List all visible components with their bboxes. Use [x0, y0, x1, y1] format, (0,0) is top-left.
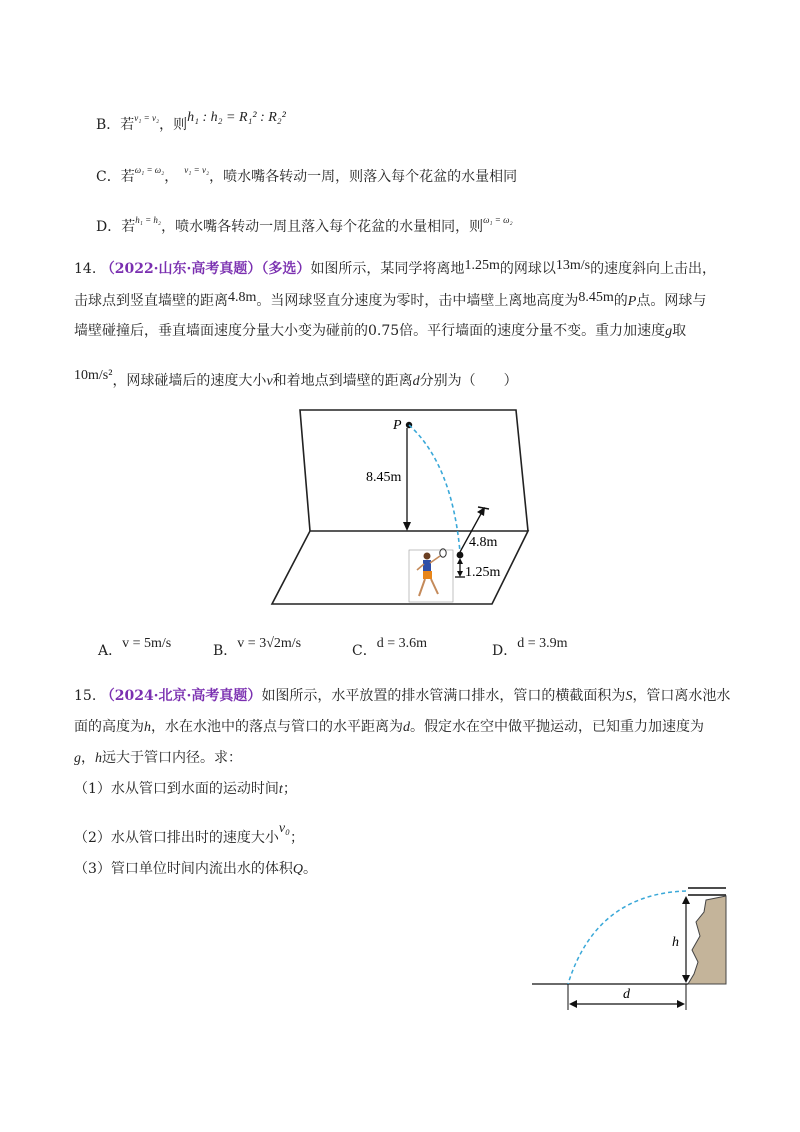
q14-text-1a: 如图所示，某同学将离地 — [310, 261, 465, 277]
ball-dot — [457, 552, 464, 559]
d-label: d — [623, 987, 630, 1002]
q14-option-c — [352, 636, 428, 662]
cliff-shape — [688, 896, 726, 984]
q14-dist: 4.8m — [228, 290, 257, 305]
q15-source: （2024·北京·高考真题） — [100, 688, 262, 704]
q15-text-3b: ， — [81, 750, 95, 766]
q15-text-2a: 面的高度为 — [74, 719, 144, 735]
q15-g-var: g — [74, 751, 81, 766]
q14-figure — [260, 404, 560, 610]
q14-number: 14. — [74, 261, 97, 277]
h0-arrow-head-up — [457, 558, 463, 564]
q14-d-var: d — [412, 374, 420, 389]
water-trajectory — [568, 891, 686, 984]
q15-sub-3 — [74, 859, 317, 880]
height-label: 8.45m — [366, 470, 402, 485]
option-c-condition-2: v₁ = v₂ — [184, 165, 210, 175]
q15-sub3-end: 。 — [303, 861, 318, 877]
q14-line-2 — [74, 288, 706, 312]
q14-option-d-text: d = 3.9m — [517, 636, 568, 651]
q15-sub3-text: （3）管口单位时间内流出水的体积 — [74, 861, 293, 877]
q14-text-2b: 。当网球竖直分速度为零时，击中墙壁上离地高度为 — [256, 293, 579, 309]
h0-arrow-head-down — [457, 571, 463, 577]
q14-source: （2022·山东·高考真题）（多选） — [100, 261, 311, 277]
q15-h-var: h — [144, 720, 151, 735]
q15-sub-2 — [74, 819, 304, 848]
q14-line-4 — [74, 366, 518, 392]
q15-text-1a: 如图所示，水平放置的排水管满口排水，管口的横截面积为 — [261, 688, 626, 704]
q14-v-var: v — [266, 374, 273, 389]
q14-p-var: P — [627, 294, 637, 309]
q14-text-2c: 的 — [613, 293, 628, 309]
option-c-label: C．若 — [96, 169, 135, 185]
q15-text-3d: 远大于管口内径。求： — [102, 750, 242, 766]
q15-q-var: Q — [292, 862, 304, 877]
option-d-result: ω₁ = ω₂ — [483, 215, 513, 225]
q14-text-3: 墙壁碰撞后，垂直墙面速度分量大小变为碰前的0.75倍。平行墙面的速度分量不变。重力加速度 — [74, 323, 666, 339]
q14-option-a — [98, 636, 172, 662]
q15-s-var: S — [625, 689, 633, 704]
q15-text-1b: ，管口离水池水 — [632, 688, 731, 704]
q14-text-4b: 和着地点到墙壁的距离 — [272, 373, 413, 389]
distance-label: 4.8m — [469, 535, 498, 550]
option-d-condition: h₁ = h₂ — [135, 215, 162, 225]
q15-sub2-end: ； — [290, 830, 305, 846]
q14-option-b — [213, 636, 302, 662]
q14-h0: 1.25m — [464, 258, 500, 273]
q15-sub1-text: （1）水从管口到水面的运动时间 — [74, 781, 279, 797]
q14-text-1b: 的网球以 — [499, 261, 556, 277]
option-d-label: D．若 — [96, 219, 136, 235]
q15-sub-1 — [74, 779, 297, 800]
q14-text-1c: 的速度斜向上击出， — [590, 261, 717, 277]
q15-number: 15. — [74, 688, 97, 704]
option-c-separator: ， — [164, 169, 179, 185]
q14-hp: 8.45m — [578, 290, 614, 305]
q14-speed: 13m/s — [555, 258, 591, 273]
point-p-label: P — [393, 418, 402, 433]
q15-line-1 — [74, 686, 730, 707]
q15-sub2-text: （2）水从管口排出时的速度大小 — [74, 830, 279, 846]
q14-text-4a: ，网球碰墙后的速度大小 — [112, 373, 267, 389]
option-b-result: h₁ : h₂ = R₁² : R₂² — [187, 110, 286, 125]
height-arrow-head — [403, 522, 411, 531]
wall-outline — [300, 410, 528, 531]
q14-option-c-letter: C． — [352, 643, 377, 659]
q13-option-d — [96, 210, 513, 237]
q15-t-var: t — [278, 782, 283, 797]
q15-sub1-end: ； — [282, 781, 297, 797]
option-b-condition: v₁ = v₂ — [134, 113, 160, 123]
q14-option-b-letter: B． — [213, 643, 238, 659]
q15-d-var: d — [403, 720, 410, 735]
q14-option-b-text: v = 3√2m/s — [237, 636, 302, 651]
d-arrow-head-right — [677, 1000, 685, 1008]
q14-text-2a: 击球点到竖直墙壁的距离 — [74, 293, 228, 309]
q15-h-var-2: h — [95, 751, 102, 766]
q14-g-var: g — [665, 324, 673, 339]
q14-option-c-text: d = 3.6m — [376, 636, 428, 651]
tennis-player-icon — [409, 549, 453, 602]
q14-option-a-letter: A． — [98, 643, 123, 659]
q14-text-4c: 分别为（ ） — [419, 373, 518, 389]
q15-text-2c: 。假定水在空中做平抛运动，已知重力加速度为 — [410, 719, 704, 735]
q15-line-3 — [74, 748, 242, 769]
q14-option-a-text: v = 5m/s — [122, 636, 172, 651]
q14-line-3 — [74, 321, 686, 342]
q13-option-b — [96, 108, 286, 135]
distance-arrow-cap — [478, 507, 489, 509]
q14-g-value: 10m/s² — [74, 368, 113, 383]
h-arrow-head-up — [682, 896, 690, 904]
d-arrow-head-left — [569, 1000, 577, 1008]
option-b-label: B．若 — [96, 117, 135, 133]
q13-option-c — [96, 160, 517, 187]
q14-text-3b: 取 — [672, 323, 687, 339]
q14-line-1 — [74, 256, 716, 279]
q15-text-2b: ，水在水池中的落点与管口的水平距离为 — [151, 719, 403, 735]
q14-option-d-letter: D． — [492, 643, 518, 659]
q14-option-d — [492, 636, 568, 662]
option-d-text: ，喷水嘴各转动一周且落入每个花盆的水量相同，则 — [161, 219, 484, 235]
q15-figure — [528, 884, 732, 1014]
option-c-condition-1: ω₁ = ω₂ — [134, 165, 165, 175]
option-b-then: ，则 — [159, 117, 188, 133]
option-c-text: ，喷水嘴各转动一周，则落入每个花盆的水量相同 — [209, 169, 518, 185]
q14-text-2d: 点。网球与 — [636, 293, 707, 309]
q15-v0-var: v₀ — [278, 821, 291, 836]
ball-trajectory — [409, 425, 460, 552]
h-label: h — [672, 935, 679, 950]
q15-line-2 — [74, 717, 704, 738]
h0-label: 1.25m — [465, 565, 501, 580]
